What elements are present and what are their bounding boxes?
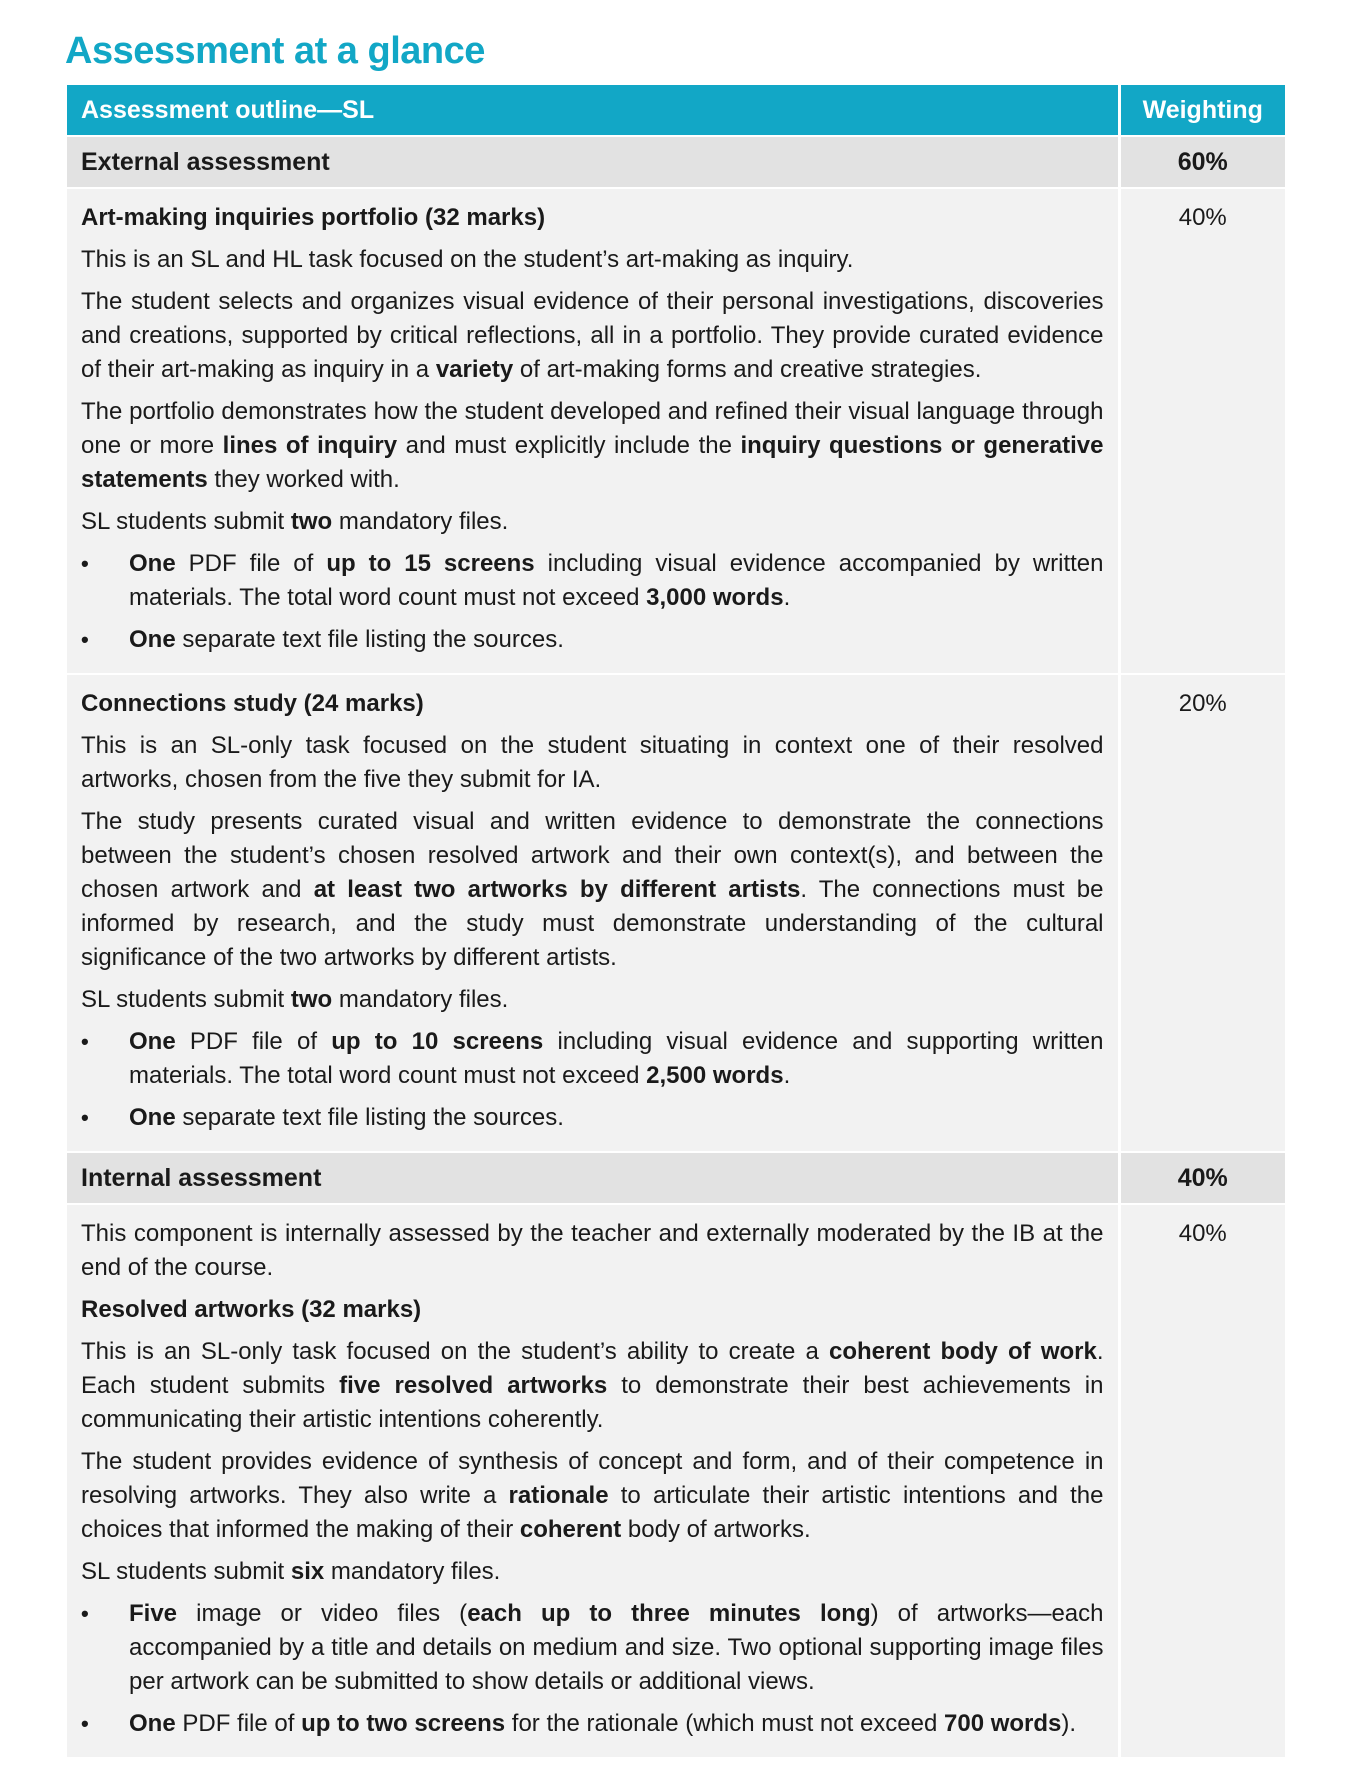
resolved-artworks-description — [67, 1204, 1119, 1757]
portfolio-paragraph-4: SL students submit two mandatory files. — [81, 508, 509, 535]
internal-assessment-row — [67, 1152, 1285, 1204]
resolved-artworks-weighting: 40% — [1119, 1204, 1285, 1757]
resolved-artworks-title: Resolved artworks (32 marks) — [81, 1296, 422, 1323]
portfolio-paragraph-2: The student selects and organizes visual evidence of their personal investigations, discoveries and creations, supported by critical reflections, all in a portfolio. They provide curated evidence of their art-making as inquiry in a variety of art-making forms and creative strategies. — [81, 288, 1104, 383]
connections-paragraph-1: This is an SL-only task focused on the student situating in context one of their resolved artworks, chosen from the five they submit for IA. — [81, 732, 1104, 793]
bullet-icon: • — [81, 1711, 89, 1736]
bullet-icon: • — [81, 1601, 89, 1626]
bullet-icon: • — [81, 627, 89, 652]
resolved-artworks-bullet-1: • Five image or video files (each up to three minutes long) of artworks—each accompanied by a title and details on medium and size. Two optional supporting image files per artwork can be submitted to show details or additional views. — [81, 1597, 1104, 1699]
page-title: Assessment at a glance — [65, 30, 485, 72]
connections-row — [67, 674, 1285, 1152]
table-header-row — [67, 85, 1285, 136]
external-assessment-row — [67, 136, 1285, 188]
connections-bullet-2: • One separate text file listing the sources. — [81, 1101, 1104, 1135]
connections-paragraph-3: SL students submit two mandatory files. — [81, 986, 509, 1013]
portfolio-title: Art-making inquiries portfolio (32 marks) — [81, 204, 546, 231]
connections-paragraph-2: The study presents curated visual and written evidence to demonstrate the connections between the student’s chosen resolved artwork and their own context(s), and between the chosen artwork and at least two artworks by different artists. The connections must be informed by research, and the study must demonstrate understanding of the cultural significance of the two artworks by different artists. — [81, 808, 1104, 971]
portfolio-description — [67, 188, 1119, 674]
portfolio-bullet-1: • One PDF file of up to 15 screens including visual evidence accompanied by written materials. The total word count must not exceed 3,000 words. — [81, 547, 1104, 615]
bullet-icon: • — [81, 551, 89, 576]
external-assessment-weighting: 60% — [1119, 136, 1285, 188]
external-assessment-label: External assessment — [67, 136, 1119, 188]
weighting-header: Weighting — [1119, 85, 1285, 136]
internal-component-paragraph: This component is internally assessed by the teacher and externally moderated by the IB at the end of the course. — [81, 1220, 1104, 1281]
internal-assessment-weighting: 40% — [1119, 1152, 1285, 1204]
connections-weighting: 20% — [1119, 674, 1285, 1152]
portfolio-row — [67, 188, 1285, 674]
resolved-artworks-row — [67, 1204, 1285, 1757]
resolved-artworks-paragraph-1: This is an SL-only task focused on the student’s ability to create a coherent body of work. Each student submits five resolved artworks to demonstrate their best achievements in communicating their artistic intentions coherently. — [81, 1338, 1104, 1433]
resolved-artworks-paragraph-3: SL students submit six mandatory files. — [81, 1558, 501, 1585]
resolved-artworks-paragraph-2: The student provides evidence of synthesis of concept and form, and of their competence in resolving artworks. They also write a rationale to articulate their artistic intentions and the choices that informed the making of their coherent body of artworks. — [81, 1448, 1104, 1543]
portfolio-paragraph-3: The portfolio demonstrates how the student developed and refined their visual language through one or more lines of inquiry and must explicitly include the inquiry questions or generative statements they worked with. — [81, 398, 1104, 493]
portfolio-bullet-2: • One separate text file listing the sources. — [81, 623, 1104, 657]
resolved-artworks-bullet-2: • One PDF file of up to two screens for the rationale (which must not exceed 700 words). — [81, 1707, 1104, 1741]
internal-assessment-label: Internal assessment — [67, 1152, 1119, 1204]
assessment-outline-table — [67, 85, 1285, 1757]
portfolio-paragraph-1: This is an SL and HL task focused on the student’s art-making as inquiry. — [81, 246, 854, 273]
connections-bullet-1: • One PDF file of up to 10 screens including visual evidence and supporting written materials. The total word count must not exceed 2,500 words. — [81, 1025, 1104, 1093]
connections-description — [67, 674, 1119, 1152]
connections-title: Connections study (24 marks) — [81, 690, 424, 717]
bullet-icon: • — [81, 1105, 89, 1130]
portfolio-weighting: 40% — [1119, 188, 1285, 674]
outline-header: Assessment outline—SL — [67, 85, 1119, 136]
bullet-icon: • — [81, 1029, 89, 1054]
